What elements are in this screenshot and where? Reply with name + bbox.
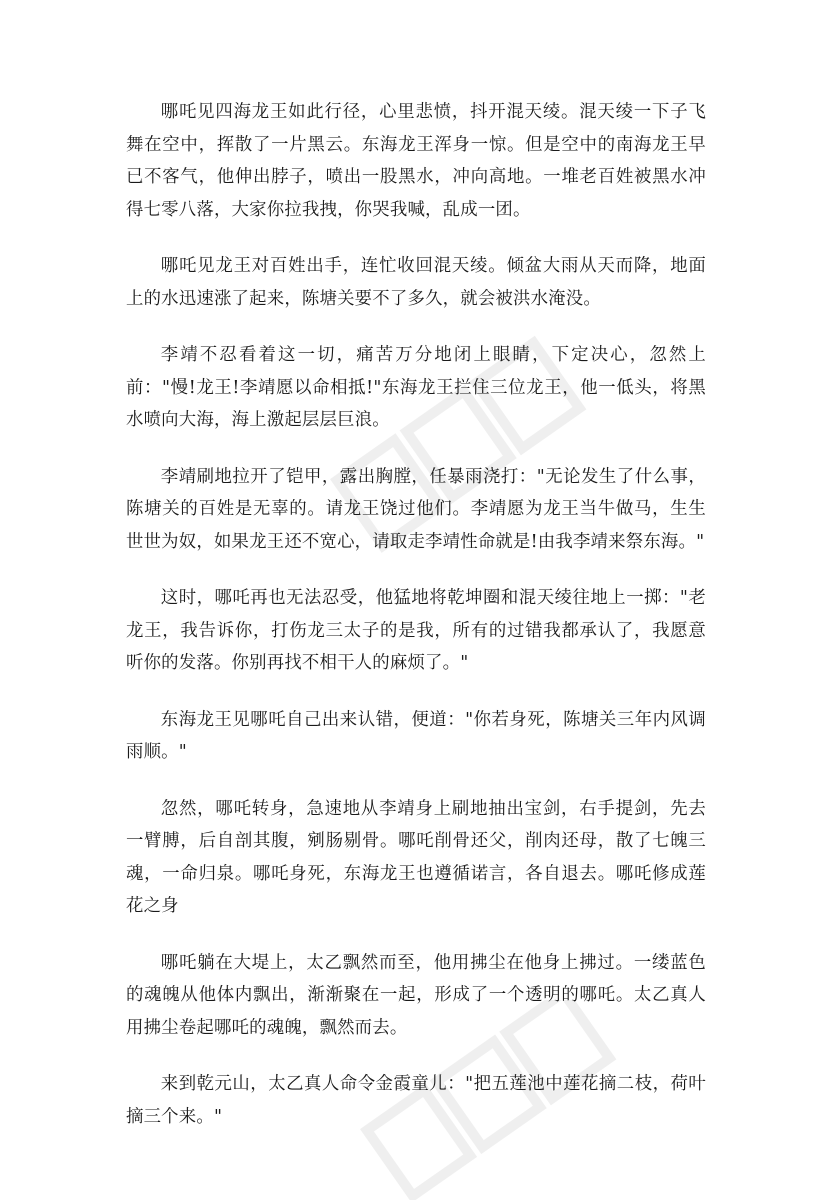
paragraph: 哪吒见四海龙王如此行径，心里悲愤，抖开混天绫。混天绫一下子飞舞在空中，挥散了一片黑云。东海龙王浑身一惊。但是空中的南海龙王早已不客气，他伸出脖子，喷出一股黑水，冲向高地。一堆老百姓被黑水冲得七零八落，大家你拉我拽，你哭我喊，乱成一团。 <box>126 102 706 220</box>
paragraph: 李靖刷地拉开了铠甲，露出胸膛，任暴雨浇打："无论发生了什么事，陈塘关的百姓是无辜的。请龙王饶过他们。李靖愿为龙王当牛做马，生生世世为奴，如果龙王还不宽心，请取走李靖性命就是!由我李靖来祭东海。" <box>126 466 706 552</box>
paragraph: 东海龙王见哪吒自己出来认错，便道："你若身死，陈塘关三年内风调雨顺。" <box>126 709 706 762</box>
paragraph: 忽然，哪吒转身，急速地从李靖身上刷地抽出宝剑，右手提剑，先去一臂膊，后自剖其腹，剜肠剔骨。哪吒削骨还父，削肉还母，散了七魄三魂，一命归泉。哪吒身死，东海龙王也遵循诺言，各自退去。哪吒修成莲花之身 <box>126 798 706 916</box>
document-body <box>126 96 706 1157</box>
paragraph: 来到乾元山，太乙真人命令金霞童儿："把五莲池中莲花摘二枝，荷叶摘三个来。" <box>126 1074 706 1127</box>
paragraph: 李靖不忍看着这一切，痛苦万分地闭上眼睛，下定决心，忽然上前："慢!龙王!李靖愿以命相抵!"东海龙王拦住三位龙王，他一低头，将黑水喷向大海，海上激起层层巨浪。 <box>126 345 706 430</box>
paragraph: 这时，哪吒再也无法忍受，他猛地将乾坤圈和混天绫往地上一掷："老龙王，我告诉你，打伤龙三太子的是我，所有的过错我都承认了，我愿意听你的发落。你别再找不相干人的麻烦了。" <box>126 588 706 673</box>
paragraph: 哪吒躺在大堤上，太乙飘然而至，他用拂尘在他身上拂过。一缕蓝色的魂魄从他体内飘出，渐渐聚在一起，形成了一个透明的哪吒。太乙真人用拂尘卷起哪吒的魂魄，飘然而去。 <box>126 952 706 1038</box>
paragraph: 哪吒见龙王对百姓出手，连忙收回混天绫。倾盆大雨从天而降，地面上的水迅速涨了起来，陈塘关要不了多久，就会被洪水淹没。 <box>126 256 706 309</box>
